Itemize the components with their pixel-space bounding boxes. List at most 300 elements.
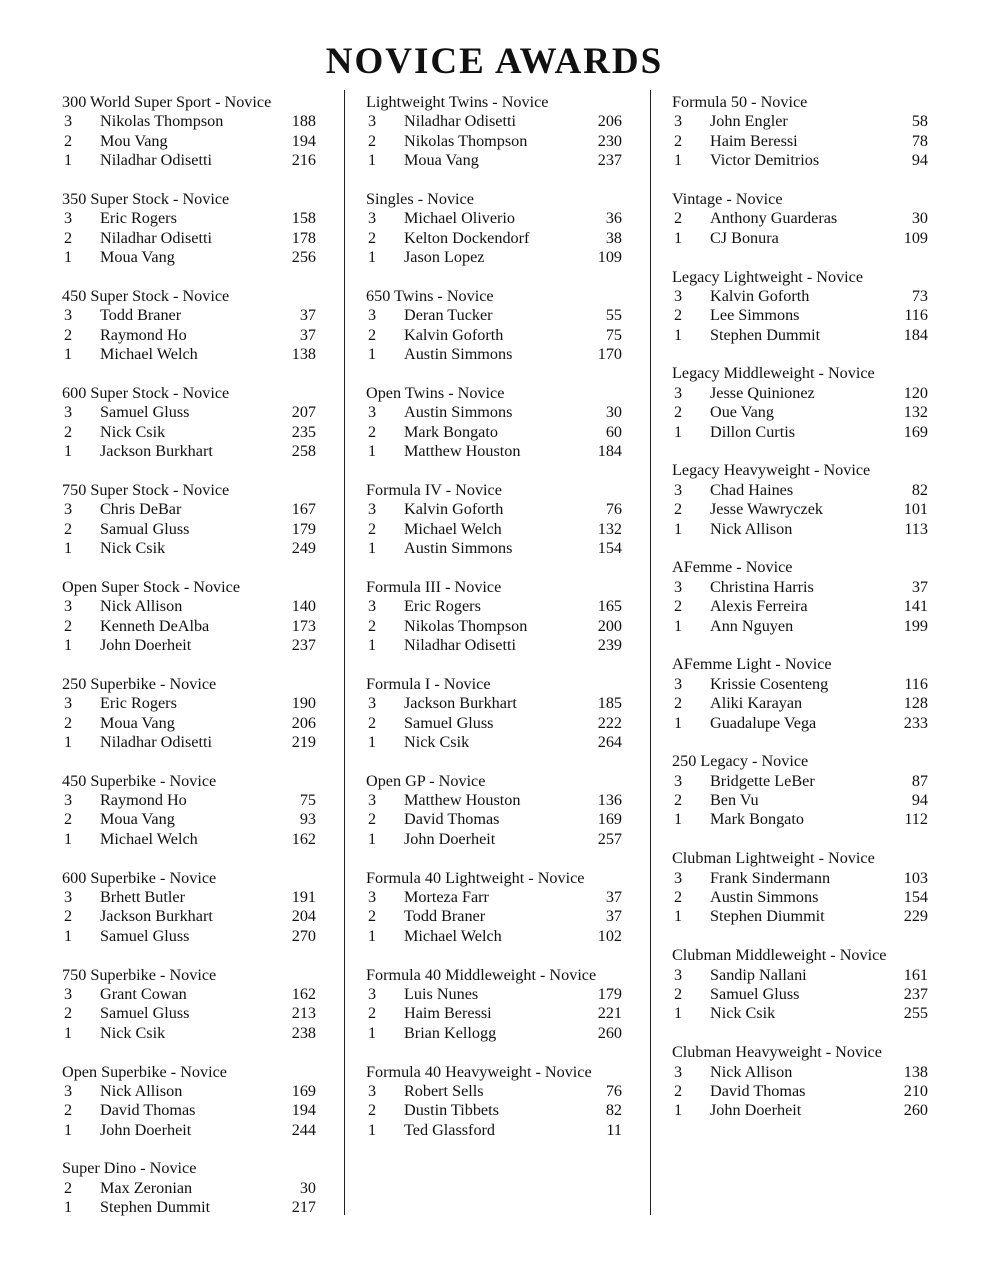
points-value: 37 — [605, 888, 622, 907]
place-number: 3 — [368, 597, 377, 616]
points-value: 200 — [597, 616, 622, 635]
place-number: 3 — [64, 791, 73, 810]
place-number: 2 — [368, 228, 377, 247]
result-row — [62, 209, 316, 228]
points-value: 120 — [903, 383, 928, 402]
rider-name: Nick Csik — [404, 732, 470, 751]
place-number: 1 — [368, 1120, 377, 1139]
place-number: 2 — [368, 519, 377, 538]
place-number: 2 — [368, 422, 377, 441]
points-value: 179 — [597, 984, 622, 1003]
place-number: 2 — [368, 1004, 377, 1023]
award-category — [672, 946, 928, 1024]
result-row — [62, 985, 316, 1004]
result-row — [672, 1082, 928, 1101]
points-value: 37 — [299, 325, 316, 344]
place-number: 1 — [674, 325, 683, 344]
result-row — [62, 1198, 316, 1217]
points-value: 229 — [903, 907, 928, 926]
points-value: 132 — [903, 403, 928, 422]
rider-name: Alexis Ferreira — [710, 597, 808, 616]
award-category — [366, 675, 622, 753]
points-value: 237 — [903, 984, 928, 1003]
award-category — [62, 772, 316, 850]
category-title: Formula 50 - Novice — [672, 93, 808, 111]
award-category — [672, 93, 928, 171]
rider-name: John Doerheit — [404, 829, 496, 848]
rider-name: Moua Vang — [100, 810, 175, 829]
result-row — [672, 112, 928, 131]
rider-name: Nick Csik — [100, 1023, 166, 1042]
result-row — [62, 888, 316, 907]
rider-name: Raymond Ho — [100, 791, 187, 810]
place-number: 1 — [64, 1023, 73, 1042]
result-row — [366, 520, 622, 539]
place-number: 2 — [674, 888, 683, 907]
category-title: Clubman Middleweight - Novice — [672, 946, 887, 965]
rider-name: Max Zeronian — [100, 1178, 193, 1197]
points-value: 194 — [291, 131, 316, 150]
result-row — [62, 403, 316, 422]
place-number: 1 — [368, 635, 377, 654]
rider-name: Brian Kellogg — [404, 1023, 497, 1042]
rider-name: Stephen Dummit — [100, 1198, 211, 1217]
rider-name: Haim Beressi — [404, 1004, 492, 1023]
result-row — [366, 112, 622, 131]
points-value: 239 — [597, 635, 622, 654]
rider-name: Niladhar Odisetti — [100, 732, 212, 751]
place-number: 3 — [64, 888, 73, 907]
result-row — [366, 539, 622, 558]
result-row — [366, 985, 622, 1004]
rider-name: Nick Allison — [100, 1081, 183, 1100]
place-number: 2 — [64, 907, 73, 926]
result-row — [62, 112, 316, 131]
points-value: 179 — [291, 519, 316, 538]
result-row — [366, 345, 622, 364]
rider-name: CJ Bonura — [710, 228, 779, 247]
points-value: 204 — [291, 907, 316, 926]
result-row — [672, 772, 928, 791]
place-number: 2 — [368, 907, 377, 926]
place-number: 3 — [674, 965, 683, 984]
category-title: Open Superbike - Novice — [62, 1062, 227, 1081]
place-number: 1 — [674, 422, 683, 441]
result-row — [62, 1082, 316, 1101]
points-value: 158 — [291, 209, 316, 228]
points-value: 264 — [597, 732, 622, 751]
place-number: 1 — [674, 228, 683, 247]
rider-name: Dustin Tibbets — [404, 1101, 499, 1120]
rider-name: Nick Allison — [710, 1062, 793, 1081]
points-value: 185 — [597, 694, 622, 713]
award-category — [672, 1043, 928, 1121]
result-row — [366, 617, 622, 636]
place-number: 1 — [368, 1023, 377, 1042]
rider-name: Austin Simmons — [404, 345, 513, 364]
points-value: 87 — [911, 771, 928, 790]
rider-name: Samual Gluss — [100, 519, 190, 538]
place-number: 3 — [368, 984, 377, 1003]
place-number: 1 — [64, 442, 73, 461]
points-value: 82 — [605, 1101, 622, 1120]
rider-name: Michael Welch — [404, 519, 502, 538]
rider-name: Bridgette LeBer — [710, 771, 815, 790]
award-category — [62, 578, 316, 656]
points-value: 235 — [291, 422, 316, 441]
rider-name: Nick Allison — [710, 519, 793, 538]
place-number: 2 — [368, 1101, 377, 1120]
category-title: 250 Superbike - Novice — [62, 674, 217, 693]
result-row — [366, 209, 622, 228]
rider-name: Haim Beressi — [710, 131, 798, 150]
points-value: 141 — [903, 597, 928, 616]
place-number: 2 — [368, 325, 377, 344]
points-value: 238 — [291, 1023, 316, 1042]
category-title: AFemme Light - Novice — [672, 655, 832, 674]
place-number: 3 — [368, 403, 377, 422]
result-row — [62, 830, 316, 849]
category-title: 650 Twins - Novice — [366, 286, 494, 305]
result-row — [672, 1004, 928, 1023]
points-value: 217 — [291, 1198, 316, 1217]
rider-name: Matthew Houston — [404, 442, 521, 461]
result-row — [366, 791, 622, 810]
rider-name: Victor Demitrios — [710, 151, 820, 170]
place-number: 1 — [674, 907, 683, 926]
points-value: 60 — [605, 422, 622, 441]
points-value: 260 — [903, 1101, 928, 1120]
rider-name: Nikolas Thompson — [100, 112, 224, 131]
result-row — [672, 209, 928, 228]
category-title: Legacy Lightweight - Novice — [672, 267, 864, 286]
column-divider — [344, 90, 345, 1215]
place-number: 3 — [674, 112, 683, 131]
points-value: 270 — [291, 926, 316, 945]
result-row — [672, 481, 928, 500]
award-category — [62, 287, 316, 365]
category-title: AFemme - Novice — [672, 558, 793, 577]
rider-name: Jason Lopez — [404, 248, 485, 267]
rider-name: Jackson Burkhart — [100, 442, 213, 461]
place-number: 1 — [64, 151, 73, 170]
points-value: 255 — [903, 1004, 928, 1023]
points-value: 73 — [911, 286, 928, 305]
rider-name: Christina Harris — [710, 577, 814, 596]
result-row — [366, 597, 622, 616]
place-number: 2 — [64, 1004, 73, 1023]
award-category — [672, 558, 928, 636]
points-value: 109 — [903, 228, 928, 247]
points-value: 58 — [911, 112, 928, 131]
points-value: 138 — [903, 1062, 928, 1081]
place-number: 2 — [64, 422, 73, 441]
points-value: 94 — [911, 791, 928, 810]
place-number: 1 — [64, 732, 73, 751]
result-row — [672, 306, 928, 325]
place-number: 3 — [674, 480, 683, 499]
place-number: 2 — [674, 984, 683, 1003]
place-number: 1 — [674, 1101, 683, 1120]
result-row — [366, 423, 622, 442]
rider-name: Niladhar Odisetti — [404, 635, 516, 654]
result-row — [62, 636, 316, 655]
rider-name: Todd Braner — [404, 907, 486, 926]
rider-name: Nick Csik — [100, 538, 166, 557]
result-row — [672, 907, 928, 926]
category-title: Singles - Novice — [366, 189, 474, 208]
rider-name: Samuel Gluss — [710, 984, 800, 1003]
result-row — [366, 830, 622, 849]
result-row — [62, 423, 316, 442]
points-value: 219 — [291, 732, 316, 751]
rider-name: Chris DeBar — [100, 500, 182, 519]
points-value: 162 — [291, 984, 316, 1003]
result-row — [62, 151, 316, 170]
rider-name: John Doerheit — [710, 1101, 802, 1120]
result-row — [366, 694, 622, 713]
rider-name: Guadalupe Vega — [710, 713, 817, 732]
points-value: 249 — [291, 538, 316, 557]
points-value: 210 — [903, 1081, 928, 1100]
award-category — [672, 461, 928, 539]
points-value: 116 — [904, 306, 928, 325]
points-value: 167 — [291, 500, 316, 519]
place-number: 2 — [64, 810, 73, 829]
rider-name: Nick Allison — [100, 597, 183, 616]
category-title: Vintage - Novice — [672, 189, 783, 208]
result-row — [366, 442, 622, 461]
place-number: 1 — [64, 1120, 73, 1139]
award-category — [62, 966, 316, 1044]
award-category — [62, 1159, 316, 1217]
rider-name: Kenneth DeAlba — [100, 616, 210, 635]
points-value: 36 — [605, 209, 622, 228]
points-value: 178 — [291, 228, 316, 247]
result-row — [366, 636, 622, 655]
result-row — [672, 520, 928, 539]
award-category — [62, 675, 316, 753]
result-row — [62, 597, 316, 616]
place-number: 3 — [64, 306, 73, 325]
rider-name: Krissie Cosenteng — [710, 674, 829, 693]
result-row — [62, 1004, 316, 1023]
result-row — [366, 907, 622, 926]
category-title: 300 World Super Sport - Novice — [62, 93, 272, 111]
award-category — [366, 772, 622, 850]
category-title: Legacy Middleweight - Novice — [672, 364, 875, 383]
rider-name: Lee Simmons — [710, 306, 800, 325]
points-value: 30 — [299, 1178, 316, 1197]
result-row — [62, 539, 316, 558]
place-number: 2 — [64, 713, 73, 732]
place-number: 2 — [64, 1101, 73, 1120]
points-value: 102 — [597, 926, 622, 945]
rider-name: Sandip Nallani — [710, 965, 807, 984]
points-value: 169 — [291, 1081, 316, 1100]
rider-name: Jesse Quinionez — [710, 383, 815, 402]
place-number: 2 — [64, 1178, 73, 1197]
award-category — [62, 1063, 316, 1141]
rider-name: Austin Simmons — [404, 538, 513, 557]
points-value: 184 — [903, 325, 928, 344]
rider-name: Matthew Houston — [404, 791, 521, 810]
category-title: Formula 40 Middleweight - Novice — [366, 965, 597, 984]
place-number: 1 — [368, 732, 377, 751]
points-value: 207 — [291, 403, 316, 422]
category-title: Lightweight Twins - Novice — [366, 93, 549, 111]
points-value: 169 — [597, 810, 622, 829]
result-row — [366, 403, 622, 422]
place-number: 1 — [368, 442, 377, 461]
result-row — [62, 1101, 316, 1120]
points-value: 258 — [291, 442, 316, 461]
result-row — [672, 1101, 928, 1120]
category-title: 750 Super Stock - Novice — [62, 480, 230, 499]
place-number: 3 — [368, 306, 377, 325]
points-value: 199 — [903, 616, 928, 635]
category-title: 750 Superbike - Novice — [62, 965, 217, 984]
category-title: Formula III - Novice — [366, 577, 502, 596]
rider-name: Niladhar Odisetti — [100, 228, 212, 247]
place-number: 3 — [368, 500, 377, 519]
result-row — [62, 694, 316, 713]
result-row — [62, 229, 316, 248]
rider-name: Samuel Gluss — [100, 1004, 190, 1023]
points-value: 140 — [291, 597, 316, 616]
rider-name: Stephen Diummit — [710, 907, 825, 926]
result-row — [62, 132, 316, 151]
points-value: 194 — [291, 1101, 316, 1120]
rider-name: Nikolas Thompson — [404, 616, 528, 635]
place-number: 3 — [368, 112, 377, 131]
points-value: 230 — [597, 131, 622, 150]
place-number: 1 — [64, 926, 73, 945]
result-row — [672, 229, 928, 248]
award-category — [672, 655, 928, 733]
place-number: 3 — [674, 868, 683, 887]
points-value: 162 — [291, 829, 316, 848]
result-row — [62, 1179, 316, 1198]
rider-name: Samuel Gluss — [100, 403, 190, 422]
result-row — [62, 1024, 316, 1043]
points-value: 37 — [605, 907, 622, 926]
result-row — [672, 597, 928, 616]
rider-name: Samuel Gluss — [100, 926, 190, 945]
points-value: 132 — [597, 519, 622, 538]
result-row — [366, 132, 622, 151]
result-row — [366, 714, 622, 733]
points-value: 138 — [291, 345, 316, 364]
points-value: 191 — [291, 888, 316, 907]
category-title: 600 Super Stock - Novice — [62, 383, 230, 402]
result-row — [672, 326, 928, 345]
rider-name: Eric Rogers — [100, 694, 177, 713]
place-number: 2 — [64, 325, 73, 344]
rider-name: Austin Simmons — [710, 888, 819, 907]
result-row — [672, 694, 928, 713]
result-row — [62, 500, 316, 519]
rider-name: Mou Vang — [100, 131, 168, 150]
rider-name: Nick Csik — [100, 422, 166, 441]
points-value: 37 — [299, 306, 316, 325]
place-number: 3 — [64, 984, 73, 1003]
result-row — [672, 403, 928, 422]
award-category — [366, 93, 622, 171]
award-category — [672, 268, 928, 346]
result-row — [366, 500, 622, 519]
result-row — [62, 733, 316, 752]
place-number: 2 — [674, 597, 683, 616]
place-number: 1 — [674, 616, 683, 635]
place-number: 2 — [64, 131, 73, 150]
category-title: 350 Super Stock - Novice — [62, 189, 230, 208]
rider-name: Oue Vang — [710, 403, 774, 422]
rider-name: Ben Vu — [710, 791, 759, 810]
place-number: 1 — [368, 345, 377, 364]
result-row — [672, 384, 928, 403]
rider-name: David Thomas — [100, 1101, 196, 1120]
result-row — [366, 151, 622, 170]
points-value: 82 — [911, 480, 928, 499]
rider-name: John Doerheit — [100, 635, 192, 654]
category-title: Legacy Heavyweight - Novice — [672, 461, 871, 480]
rider-name: Jesse Wawryczek — [710, 500, 824, 519]
result-row — [62, 791, 316, 810]
result-row — [366, 306, 622, 325]
result-row — [672, 500, 928, 519]
place-number: 2 — [368, 713, 377, 732]
points-value: 206 — [597, 112, 622, 131]
result-row — [672, 714, 928, 733]
place-number: 3 — [368, 888, 377, 907]
place-number: 3 — [368, 209, 377, 228]
points-value: 257 — [597, 829, 622, 848]
result-row — [366, 248, 622, 267]
rider-name: Eric Rogers — [404, 597, 481, 616]
points-value: 184 — [597, 442, 622, 461]
award-category — [672, 364, 928, 442]
result-row — [672, 151, 928, 170]
result-row — [672, 810, 928, 829]
points-value: 11 — [606, 1120, 622, 1139]
award-category — [366, 481, 622, 559]
rider-name: Nikolas Thompson — [404, 131, 528, 150]
award-category — [62, 384, 316, 462]
result-row — [366, 1024, 622, 1043]
result-row — [366, 927, 622, 946]
place-number: 1 — [368, 538, 377, 557]
points-value: 116 — [904, 674, 928, 693]
category-title: Super Dino - Novice — [62, 1159, 197, 1178]
place-number: 1 — [64, 635, 73, 654]
rider-name: Anthony Guarderas — [710, 209, 838, 228]
points-value: 30 — [605, 403, 622, 422]
place-number: 1 — [674, 810, 683, 829]
rider-name: Raymond Ho — [100, 325, 187, 344]
place-number: 3 — [674, 1062, 683, 1081]
rider-name: Deran Tucker — [404, 306, 493, 325]
place-number: 3 — [368, 1081, 377, 1100]
rider-name: Stephen Dummit — [710, 325, 821, 344]
place-number: 3 — [674, 383, 683, 402]
rider-name: Robert Sells — [404, 1081, 484, 1100]
rider-name: Chad Haines — [710, 480, 794, 499]
awards-column-2 — [366, 93, 622, 1159]
place-number: 2 — [674, 694, 683, 713]
points-value: 38 — [605, 228, 622, 247]
rider-name: Mark Bongato — [710, 810, 804, 829]
